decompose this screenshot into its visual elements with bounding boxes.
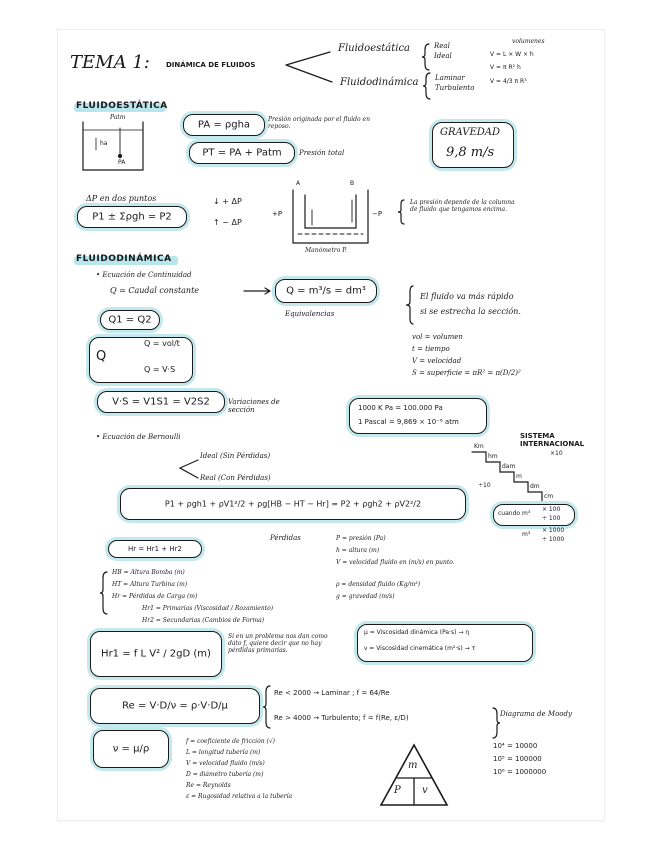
static-heading: FLUIDOESTÁTICA <box>76 101 168 111</box>
tank-pa-label: PA <box>118 159 126 166</box>
hr1-formula: Hr1 = f L V² / 2gD (m) <box>101 648 211 660</box>
branch-dynamic-sub-2: Turbulento <box>435 84 475 92</box>
si-label: SISTEMA INTERNACIONAL <box>520 432 585 448</box>
legend-vol: vol = volumen <box>412 333 463 341</box>
gravity-label: GRAVEDAD <box>440 127 501 138</box>
volume-cylinder: V = π R² h <box>490 64 521 71</box>
cube-label: cuando m³ <box>498 510 531 517</box>
re-turbulent: Re > 4000 → Turbulento; f = f(Re, ε/D) <box>274 714 409 722</box>
topic-subtitle: DINÁMICA DE FLUIDOS <box>166 61 256 69</box>
f-def-f: f = coeficiente de fricción (√) <box>186 738 275 745</box>
pressure-pa-box <box>183 114 265 136</box>
manometer-minus: −P <box>372 210 383 218</box>
vs-formula: V·S = V1S1 = V2S2 <box>112 396 210 408</box>
m3-label: m³ <box>522 531 531 538</box>
f-def-v: V = velocidad fluido (m/s) <box>186 760 265 767</box>
dp-formula: P1 ± Σρgh = P2 <box>92 211 172 223</box>
pressure-total-formula: PT = PA + Patm <box>202 147 282 159</box>
pressure-units-2: 1 Pascal = 9,869 × 10⁻⁶ atm <box>358 418 459 426</box>
branch-static-sub-2: Ideal <box>434 52 452 60</box>
cube-op-mult: × 100 <box>542 506 561 513</box>
q-units-box <box>275 279 377 303</box>
f-def-l: L = longitud tubería (m) <box>186 749 261 756</box>
caudal-line: Q = Caudal constante <box>110 286 200 295</box>
bernoulli-ideal: Ideal (Sin Pérdidas) <box>200 452 271 460</box>
legend-v: V = velocidad <box>412 357 462 365</box>
triangle-m: m <box>408 760 418 771</box>
pressure-total-note: Presión total <box>299 149 345 157</box>
pressure-pa-formula: PA = ρgha <box>197 119 251 131</box>
faster-note-2: si se estrecha la sección. <box>420 307 521 316</box>
q-letter: Q <box>96 349 107 364</box>
moody-label: Diagrama de Moody <box>500 710 572 718</box>
nu-formula: ν = μ/ρ <box>112 743 150 755</box>
dp-box <box>77 206 187 228</box>
si-step-cm: cm <box>544 493 554 500</box>
si-step-dam: dam <box>502 463 516 470</box>
q-vol-formula: Q = vol/t <box>144 339 180 348</box>
si-times: ×10 <box>550 450 563 457</box>
h-def-ht: HT = Altura Turbina (m) <box>112 581 188 588</box>
dp-title: ΔP en dos puntos <box>86 194 157 203</box>
re-formula: Re = V·D/ν = ρ·V·D/μ <box>122 700 228 712</box>
hr1-note: Si en un problema nos dan como dato f, quiere decir que no hay pérdidas primarias. <box>228 633 328 654</box>
si-step-km: Km <box>474 443 484 450</box>
volumes-label: volumenes <box>512 38 545 45</box>
si-step-hm: hm <box>488 453 498 460</box>
h-def-hr1: Hr1 = Primarias (Viscosidad / Rozamiento) <box>142 605 274 612</box>
p-def-g: g = gravedad (m/s) <box>336 593 395 600</box>
bernoulli-box <box>120 488 466 520</box>
vs-box <box>97 391 225 413</box>
vs-note: Variaciones de sección <box>228 398 280 414</box>
manometer-b: B <box>350 180 355 187</box>
q-units: Q = m³/s = dm³ <box>286 285 366 297</box>
bernoulli-title: • Ecuación de Bernoulli <box>96 433 181 441</box>
p-def-rho: ρ = densidad fluido (Kg/m³) <box>336 581 421 588</box>
f-def-re: Re = Reynolds <box>186 782 231 789</box>
viscosity-kinematic: ν = Viscosidad cinemática (m²·s) → τ <box>364 645 476 652</box>
gravity-value: 9,8 m/s <box>446 145 495 160</box>
manometer-note: La presión depende de la columna de fluido que tengamos encima. <box>410 199 515 213</box>
tank-patm-label: Patm <box>110 114 126 121</box>
p-def-v: V = velocidad fluido en (m/s) en punto. <box>336 559 455 566</box>
volume-prism: V = L × W × h <box>490 51 534 58</box>
volume-sphere: V = 4/3 π R³ <box>490 78 527 85</box>
tank-ha-label: ha <box>100 140 108 147</box>
pressure-total-box <box>189 142 295 164</box>
q1q2-box <box>100 310 160 330</box>
m3-op-div: ÷ 1000 <box>542 536 565 543</box>
branch-static: Fluidoestática <box>338 43 411 54</box>
branch-dynamic: Fluidodinámica <box>340 77 419 88</box>
manometer-caption: Manómetro P. <box>305 247 347 254</box>
dynamic-heading: FLUIDODINÁMICA <box>76 254 172 264</box>
hr-formula: Hr = Hr1 + Hr2 <box>128 545 182 553</box>
h-def-hb: HB = Altura Bomba (m) <box>112 569 185 576</box>
pressure-pa-note: Presión originada por el fluido en reposo. <box>268 116 370 130</box>
power-10-5: 10⁵ = 100000 <box>493 755 542 763</box>
q1q2-formula: Q1 = Q2 <box>108 314 152 326</box>
manometer-a: A <box>296 180 301 187</box>
equivalencias-label: Equivalencias <box>285 310 335 318</box>
nu-box <box>93 730 169 768</box>
m3-op-mult: × 1000 <box>542 527 565 534</box>
si-step-dm: dm <box>530 483 540 490</box>
cube-op-div: ÷ 100 <box>542 515 561 522</box>
dp-down: ↓ + ΔP <box>213 197 242 206</box>
hr-box <box>108 540 202 558</box>
pressure-units-1: 1000 K Pa = 100.000 Pa <box>358 404 443 412</box>
triangle-p: P <box>394 785 401 796</box>
si-div: ÷10 <box>478 482 491 489</box>
bernoulli-formula: P1 + ρgh1 + ρV1²/2 + ρg[HB − HT − Hr] = P2 + ρgh2 + ρV2²/2 <box>164 499 422 509</box>
f-def-eps: ε = Rugosidad relativa a la tubería <box>186 793 293 800</box>
triangle-v: v <box>422 785 428 796</box>
p-def-p: P = presión (Pa) <box>336 535 386 542</box>
viscosity-dynamic: μ = Viscosidad dinámica (Pa·s) → η <box>364 629 470 636</box>
power-10-6: 10⁶ = 1000000 <box>493 768 547 776</box>
dp-up: ↑ − ΔP <box>213 218 242 227</box>
legend-s: S = superficie = πR² = π(D/2)² <box>412 369 521 377</box>
f-def-d: D = diámetro tubería (m) <box>186 771 264 778</box>
legend-t: t = tiempo <box>412 345 450 353</box>
h-def-hr2: Hr2 = Secundarias (Cambios de Forma) <box>142 617 265 624</box>
si-step-m: m <box>516 473 522 480</box>
topic-title: TEMA 1: <box>70 52 150 73</box>
branch-static-sub-1: Real <box>434 42 450 50</box>
faster-note-1: El fluido va más rápido <box>420 292 514 301</box>
p-def-h: h = altura (m) <box>336 547 380 554</box>
continuity-title: • Ecuación de Continuidad <box>96 271 192 279</box>
power-10-4: 10⁴ = 10000 <box>493 742 538 750</box>
re-laminar: Re < 2000 → Laminar ; f = 64/Re <box>274 689 390 697</box>
hr1-box <box>90 631 222 677</box>
h-def-hr: Hr = Pérdidas de Carga (m) <box>112 593 198 600</box>
manometer-plus: +P <box>272 210 283 218</box>
branch-dynamic-sub-1: Laminar <box>435 74 465 82</box>
re-box <box>90 688 260 724</box>
bernoulli-real: Real (Con Pérdidas) <box>200 474 271 482</box>
perdidas-label: Pérdidas <box>270 534 301 542</box>
q-vs-formula: Q = V·S <box>144 365 176 374</box>
